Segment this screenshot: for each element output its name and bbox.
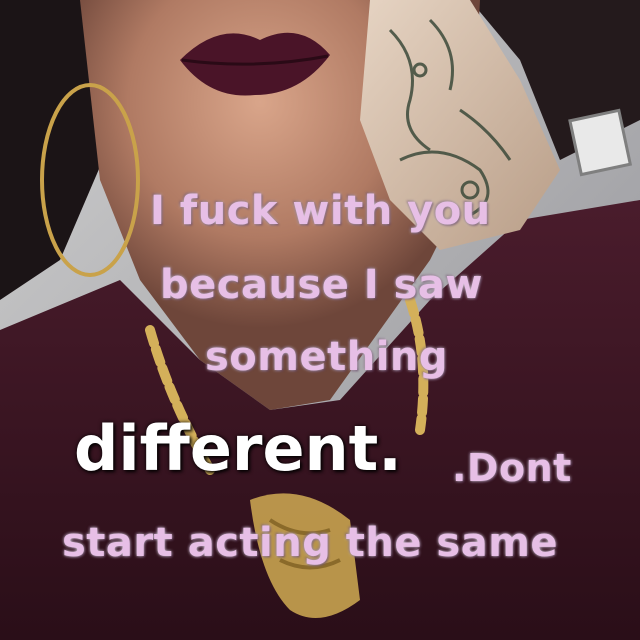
caption-line-1: I fuck with you [150,188,491,234]
caption-line-4-emphasis: different. [74,412,402,485]
caption-line-3: something [205,334,449,380]
caption-line-6: start acting the same [62,520,559,566]
caption-line-2: because I saw [160,262,483,308]
caption-line-5: .Dont [452,446,572,490]
